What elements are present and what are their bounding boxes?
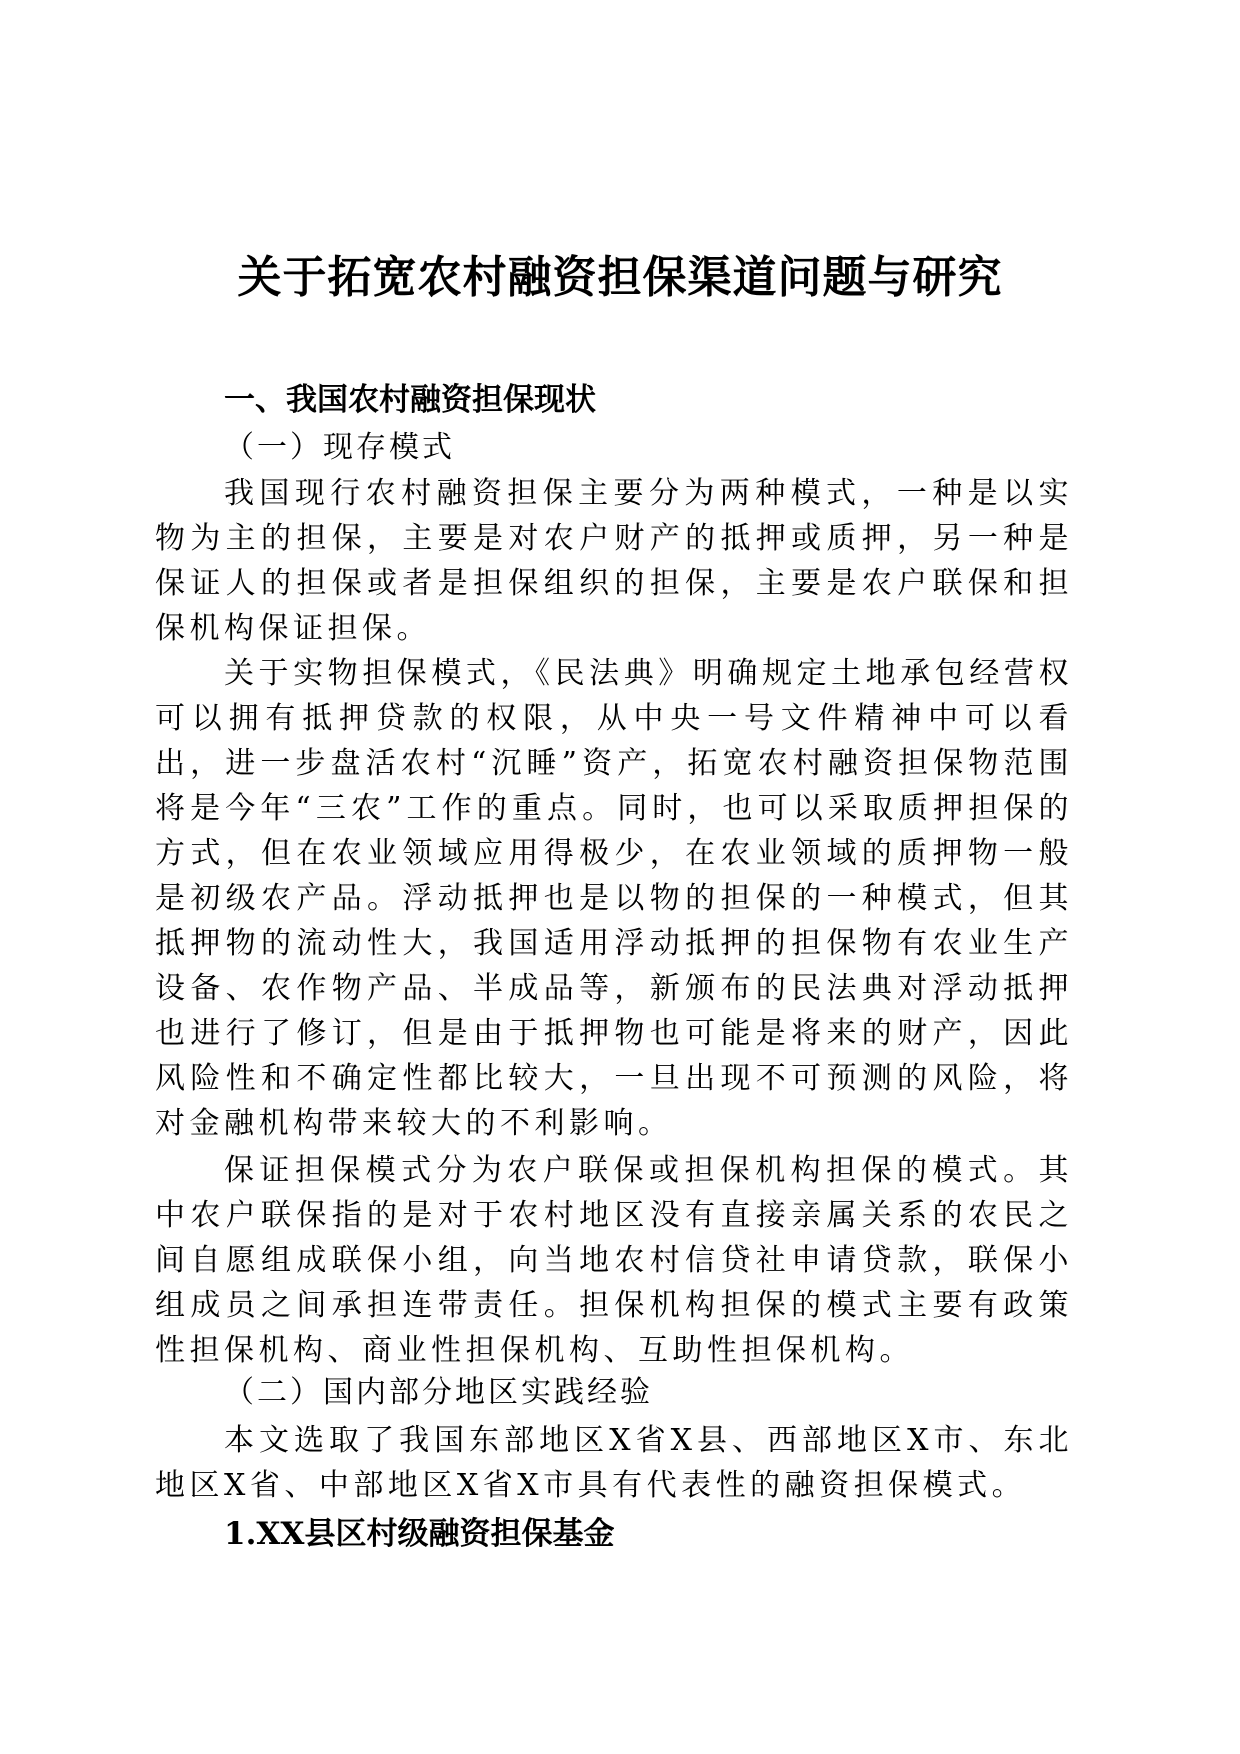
item-heading: 1.XX县区村级融资担保基金 [224, 1516, 615, 1552]
subsection-heading: （二）国内部分地区实践经验 [224, 1375, 653, 1410]
paragraph: 保证担保模式分为农户联保或担保机构担保的模式。其中农户联保指的是对于农村地区没有直接亲属关系的农民之间自愿组成联保小组，向当地农村信贷社申请贷款，联保小组成员之间承担连带责任。担保机构担保的模式主要有政策性担保机构、商业性担保机构、互助性担保机构。 [155, 1153, 1073, 1368]
paragraph: 本文选取了我国东部地区X省X县、西部地区X市、东北地区X省、中部地区X省X市具有代表性的融资担保模式。 [155, 1423, 1073, 1503]
paragraph: 关于实物担保模式，《民法典》明确规定土地承包经营权可以拥有抵押贷款的权限，从中央一号文件精神中可以看出，进一步盘活农村“沉睡”资产，拓宽农村融资担保物范围将是今年“三农”工作的重点。同时，也可以采取质押担保的方式，但在农业领域应用得极少，在农业领域的质押物一般是初级农产品。浮动抵押也是以物的担保的一种模式，但其抵押物的流动性大，我国适用浮动抵押的担保物有农业生产设备、农作物产品、半成品等，新颁布的民法典对浮动抵押也进行了修订，但是由于抵押物也可能是将来的财产，因此风险性和不确定性都比较大，一旦出现不可预测的风险，将对金融机构带来较大的不利影响。 [155, 656, 1073, 1141]
paragraph: 我国现行农村融资担保主要分为两种模式，一种是以实物为主的担保，主要是对农户财产的抵押或质押，另一种是保证人的担保或者是担保组织的担保，主要是农户联保和担保机构保证担保。 [155, 476, 1073, 646]
subsection-heading: （一）现存模式 [224, 430, 455, 465]
section-heading: 一、我国农村融资担保现状 [224, 382, 596, 418]
document-title: 关于拓宽农村融资担保渠道问题与研究 [237, 252, 1003, 303]
